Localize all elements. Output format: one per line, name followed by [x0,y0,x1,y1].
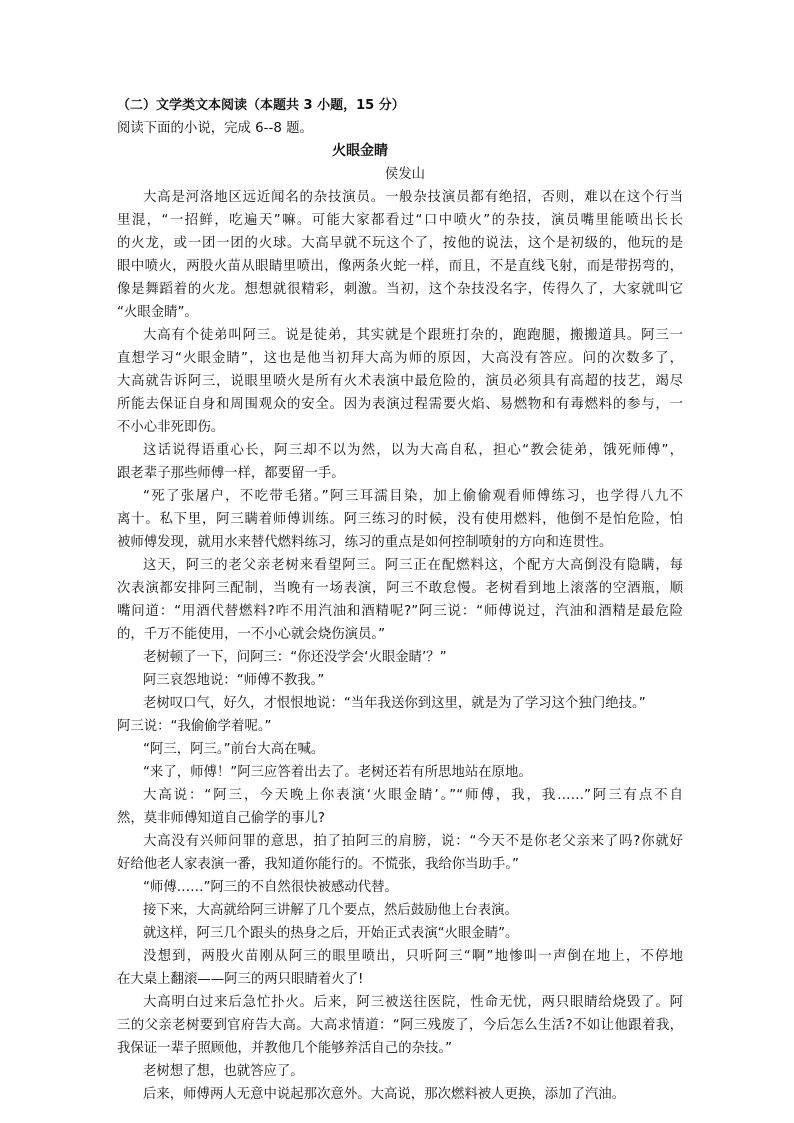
text-line: 大高是河洛地区远近闻名的杂技演员。一般杂技演员都有绝招，否则，难以在这个行当 [143,190,683,205]
text-line: 不小心非死即伤。 [117,420,225,435]
text-line: 然，莫非师傅知道自己偷学的事儿? [117,811,325,826]
text-line: 大高没有兴师问罪的意思，拍了拍阿三的肩膀，说：“今天不是你老父亲来了吗?你就好 [143,834,683,849]
text-line: 被师傅发现，就用水来替代燃料练习，练习的重点是如何控制喷射的方向和连贯性。 [117,535,613,550]
text-line: “阿三，阿三。”前台大高在喊。 [143,742,325,757]
document-page [117,94,683,1106]
text-line: 我保证一辈子照顾他，并教他几个能够养活自己的杂技。” [117,1041,453,1056]
text-line: 直想学习“火眼金睛”，这也是他当初拜大高为师的原因，大高没有答应。问的次数多了， [117,351,683,366]
section-heading: （二）文学类文本阅读（本题共 3 小题，15 分） [117,98,405,113]
text-line: 后来，师傅两人无意中说起那次意外。大高说，那次燃料被人更换，添加了汽油。 [143,1087,626,1102]
text-line: “来了，师傅！”阿三应答着出去了。老树还若有所思地站在原地。 [143,765,532,780]
text-line: 像是舞蹈着的火龙。想想就很精彩，刺激。当初，这个杂技没名字，传得久了，大家就叫它 [117,282,683,297]
text-line: 大高有个徒弟叫阿三。说是徒弟，其实就是个跟班打杂的，跑跑腿，搬搬道具。阿三一 [143,328,683,343]
reading-instruction: 阅读下面的小说，完成 6--8 题。 [117,121,313,136]
text-line: 就这样，阿三几个跟头的热身之后，开始正式表演“火眼金睛”。 [143,926,519,941]
text-line: 这话说得语重心长，阿三却不以为然，以为大高自私，担心“教会徒弟，饿死师傅”， [143,443,683,458]
text-line: 大高明白过来后急忙扑火。后来，阿三被送往医院，性命无忧，两只眼睛给烧毁了。阿 [143,995,683,1010]
text-line: 大高就告诉阿三，说眼里喷火是所有火术表演中最危险的，演员必须具有高超的技艺，竭尽 [117,374,683,389]
text-line: 老树叹口气，好久，才恨恨地说：“当年我送你到这里，就是为了学习这个独门绝技。” [143,696,646,711]
text-line: 老树顿了一下，问阿三：“你还没学会‘火眼金睛’？” [143,650,447,665]
text-line: 次表演都安排阿三配制，当晚有一场表演，阿三不敢怠慢。老树看到地上滚落的空酒瓶，顺 [117,581,683,596]
story-author: 侯发山 [384,167,426,182]
text-line: “师傅……”阿三的不自然很快被感动代替。 [143,880,398,895]
text-line: 接下来，大高就给阿三讲解了几个要点，然后鼓励他上台表演。 [143,903,518,918]
text-line: 的火龙，或一团一团的火球。大高早就不玩这个了，按他的说法，这个是初级的，他玩的是 [117,236,683,251]
text-line: 嘴问道：“用酒代替燃料?咋不用汽油和酒精呢?”阿三说：“师傅说过，汽油和酒精是最危险 [117,604,683,619]
text-line: 离十。私下里，阿三瞒着师傅训练。阿三练习的时候，没有使用燃料，他倒不是怕危险，怕 [117,512,683,527]
text-line: 阿三哀怨地说：“师傅不教我。” [143,673,325,688]
text-line: 没想到，两股火苗刚从阿三的眼里喷出，只听阿三“啊”地惨叫一声倒在地上，不停地 [143,949,683,964]
text-line: 老树想了想，也就答应了。 [143,1064,304,1079]
story-title: 火眼金睛 [332,143,388,159]
text-line: 所能去保证自身和周围观众的安全。因为表演过程需要火焰、易燃物和有毒燃料的参与，一 [117,397,683,412]
text-line: 这天，阿三的老父亲老树来看望阿三。阿三正在配燃料这，个配方大高倒没有隐瞒，每 [143,558,683,573]
text-line: 跟老辈子那些师傅一样，都要留一手。 [117,466,345,481]
text-line: 里混，“一招鲜，吃遍天”嘛。可能大家都看过“口中喷火”的杂技，演员嘴里能喷出长长 [117,213,683,228]
text-line: 三的父亲老树要到官府告大高。大高求情道：“阿三残废了，今后怎么生活?不如让他跟着我， [117,1018,683,1033]
text-line: 眼中喷火，两股火苗从眼睛里喷出，像两条火蛇一样，而且，不是直线飞射，而是带拐弯的， [117,259,683,274]
text-line: 在大桌上翻滚——阿三的两只眼睛着火了! [117,972,364,987]
text-line: “死了张屠户，不吃带毛猪。”阿三耳濡目染，加上偷偷观看师傅练习，也学得八九不 [143,489,683,504]
text-line: 的，千万不能使用，一不小心就会烧伤演员。” [117,627,386,642]
text-line: 大高说：“阿三，今天晚上你表演‘火眼金睛’。”“师傅，我，我……”阿三有点不自 [143,788,683,803]
text-line: 好给他老人家表演一番，我知道你能行的。不慌张，我给你当助手。” [117,857,519,872]
text-line: 阿三说：“我偷偷学着呢。” [117,719,272,734]
text-line: “火眼金睛”。 [117,305,198,320]
